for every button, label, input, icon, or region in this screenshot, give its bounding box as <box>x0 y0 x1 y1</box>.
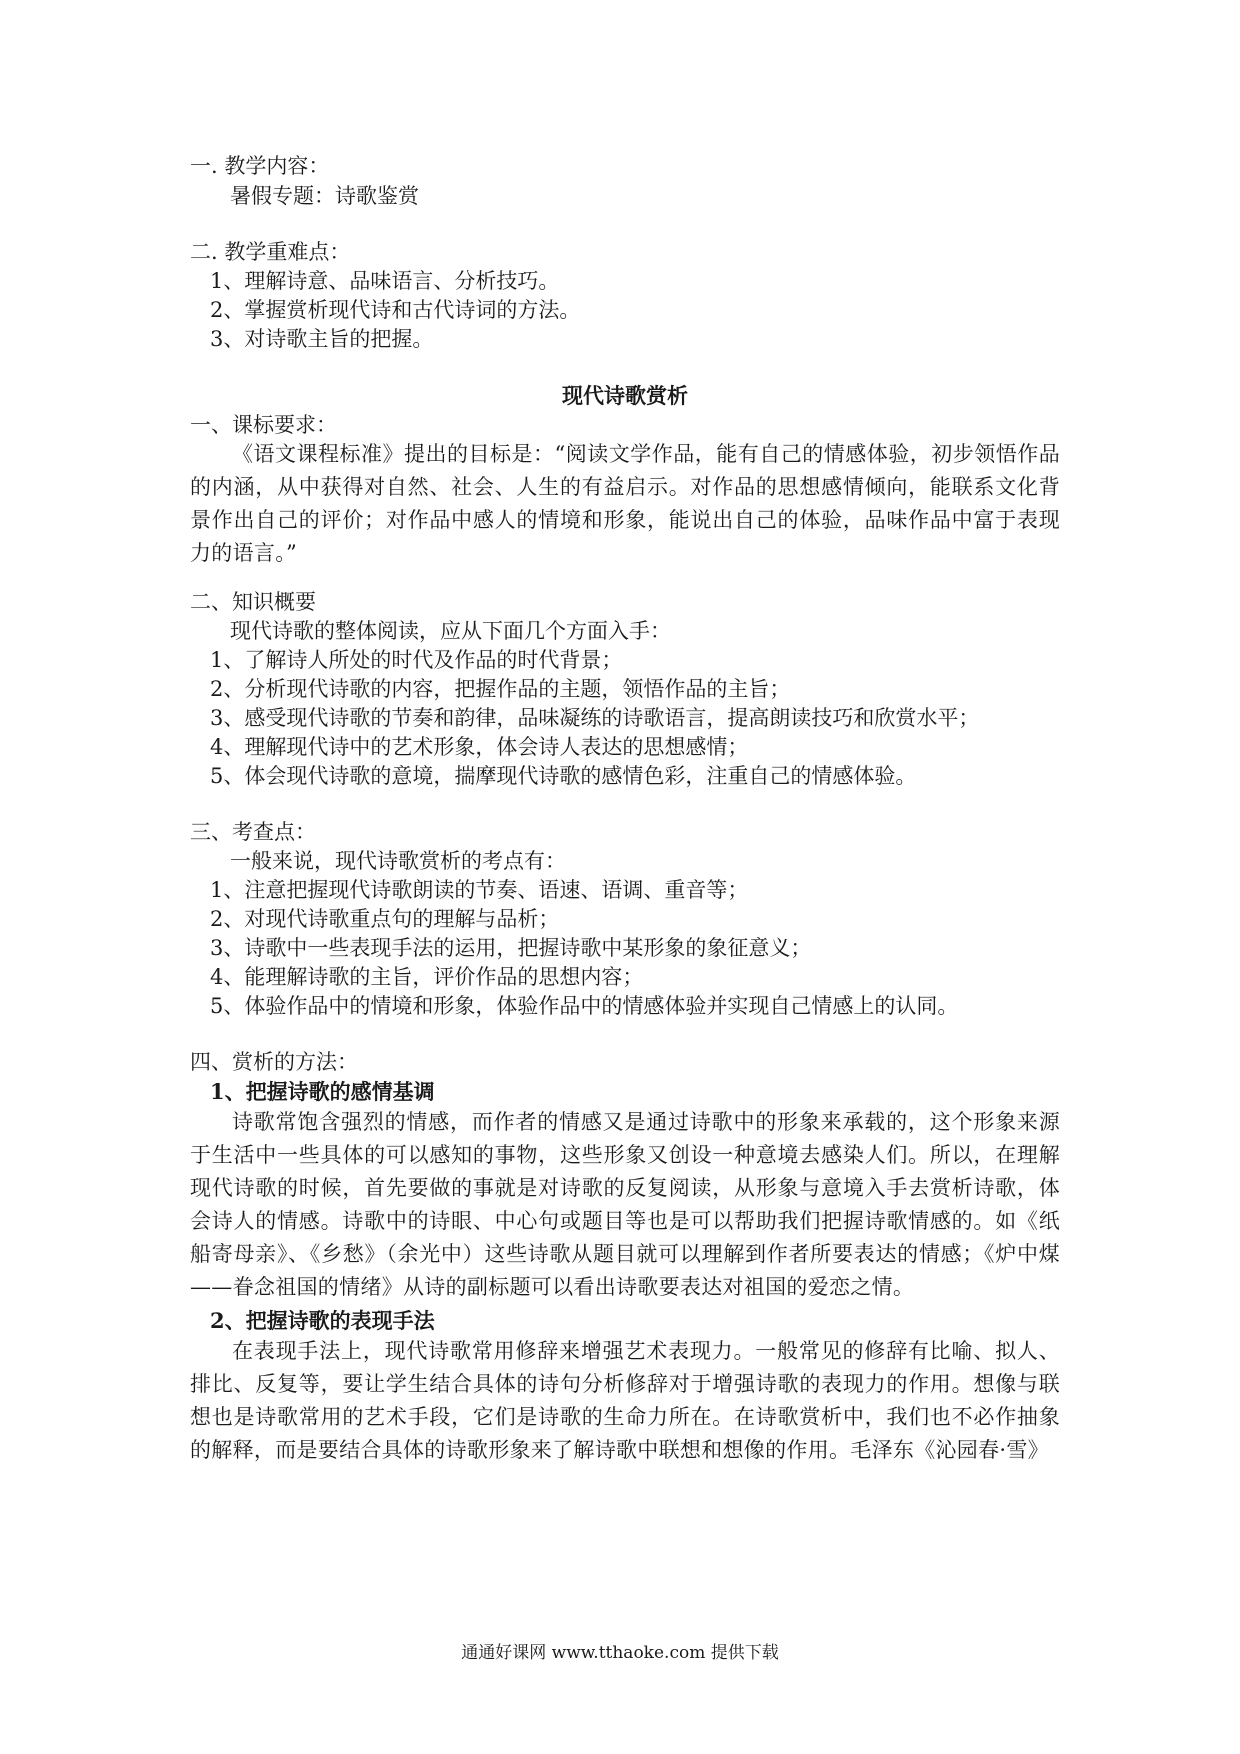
knowledge-item: 5、体会现代诗歌的意境，揣摩现代诗歌的感情色彩，注重自己的情感体验。 <box>210 764 917 788</box>
knowledge-intro: 现代诗歌的整体阅读，应从下面几个方面入手： <box>230 619 671 643</box>
knowledge-item: 2、分析现代诗歌的内容，把握作品的主题，领悟作品的主旨； <box>210 677 791 701</box>
knowledge-item: 1、了解诗人所处的时代及作品的时代背景； <box>210 648 623 672</box>
knowledge-item: 3、感受现代诗歌的节奏和韵律，品味凝练的诗歌语言，提高朗读技巧和欣赏水平； <box>210 706 980 730</box>
part-heading-curriculum: 一、课标要求： <box>190 413 337 437</box>
section-heading-teaching-content: 一. 教学内容： <box>190 154 330 178</box>
exam-point-item: 5、体验作品中的情境和形象，体验作品中的情感体验并实现自己情感上的认同。 <box>210 994 959 1018</box>
knowledge-item: 4、理解现代诗中的艺术形象，体会诗人表达的思想感情； <box>210 735 749 759</box>
teaching-content-text: 暑假专题：诗歌鉴赏 <box>230 184 419 208</box>
page-footer: 通通好课网 www.tthaoke.com 提供下载 <box>461 1643 779 1663</box>
part-heading-exam-points: 三、考查点： <box>190 820 316 844</box>
section-heading-key-points: 二. 教学重难点： <box>190 240 351 264</box>
key-point-item: 2、掌握赏析现代诗和古代诗词的方法。 <box>210 298 581 322</box>
key-point-item: 3、对诗歌主旨的把握。 <box>210 327 434 351</box>
document-title: 现代诗歌赏析 <box>562 383 688 408</box>
exam-points-intro: 一般来说，现代诗歌赏析的考点有： <box>230 849 566 873</box>
exam-point-item: 3、诗歌中一些表现手法的运用，把握诗歌中某形象的象征意义； <box>210 936 812 960</box>
key-point-item: 1、理解诗意、品味语言、分析技巧。 <box>210 269 560 293</box>
part-heading-methods: 四、赏析的方法： <box>190 1050 358 1074</box>
method-title: 2、把握诗歌的表现手法 <box>210 1308 435 1333</box>
curriculum-paragraph: 《语文课程标准》提出的目标是：“阅读文学作品，能有自己的情感体验，初步领悟作品的内涵，从中获得对自然、社会、人生的有益启示。对作品的思想感情倾向，能联系文化背景作出自己的评价；对作品中感人的情境和形象，能说出自己的体验，品味作品中富于表现力的语言。” <box>190 442 1060 565</box>
method-title: 1、把握诗歌的感情基调 <box>210 1079 435 1104</box>
exam-point-item: 4、能理解诗歌的主旨，评价作品的思想内容； <box>210 965 644 989</box>
exam-point-item: 2、对现代诗歌重点句的理解与品析； <box>210 907 560 931</box>
exam-point-item: 1、注意把握现代诗歌朗读的节奏、语速、语调、重音等； <box>210 878 749 902</box>
method-paragraph: 在表现手法上，现代诗歌常用修辞来增强艺术表现力。一般常见的修辞有比喻、拟人、排比、反复等，要让学生结合具体的诗句分析修辞对于增强诗歌的表现力的作用。想像与联想也是诗歌常用的艺术手段，它们是诗歌的生命力所在。在诗歌赏析中，我们也不必作抽象的解释，而是要结合具体的诗歌形象来了解诗歌中联想和想像的作用。毛泽东《沁园春·雪》 <box>190 1339 1060 1462</box>
part-heading-knowledge: 二、知识概要 <box>190 590 316 614</box>
method-paragraph: 诗歌常饱含强烈的情感，而作者的情感又是通过诗歌中的形象来承载的，这个形象来源于生活中一些具体的可以感知的事物，这些形象又创设一种意境去感染人们。所以，在理解现代诗歌的时候，首先要做的事就是对诗歌的反复阅读，从形象与意境入手去赏析诗歌，体会诗人的情感。诗歌中的诗眼、中心句或题目等也是可以帮助我们把握诗歌情感的。如《纸船寄母亲》、《乡愁》（余光中）这些诗歌从题目就可以理解到作者所要表达的情感；《炉中煤——眷念祖国的情绪》从诗的副标题可以看出诗歌要表达对祖国的爱恋之情。 <box>190 1110 1060 1299</box>
